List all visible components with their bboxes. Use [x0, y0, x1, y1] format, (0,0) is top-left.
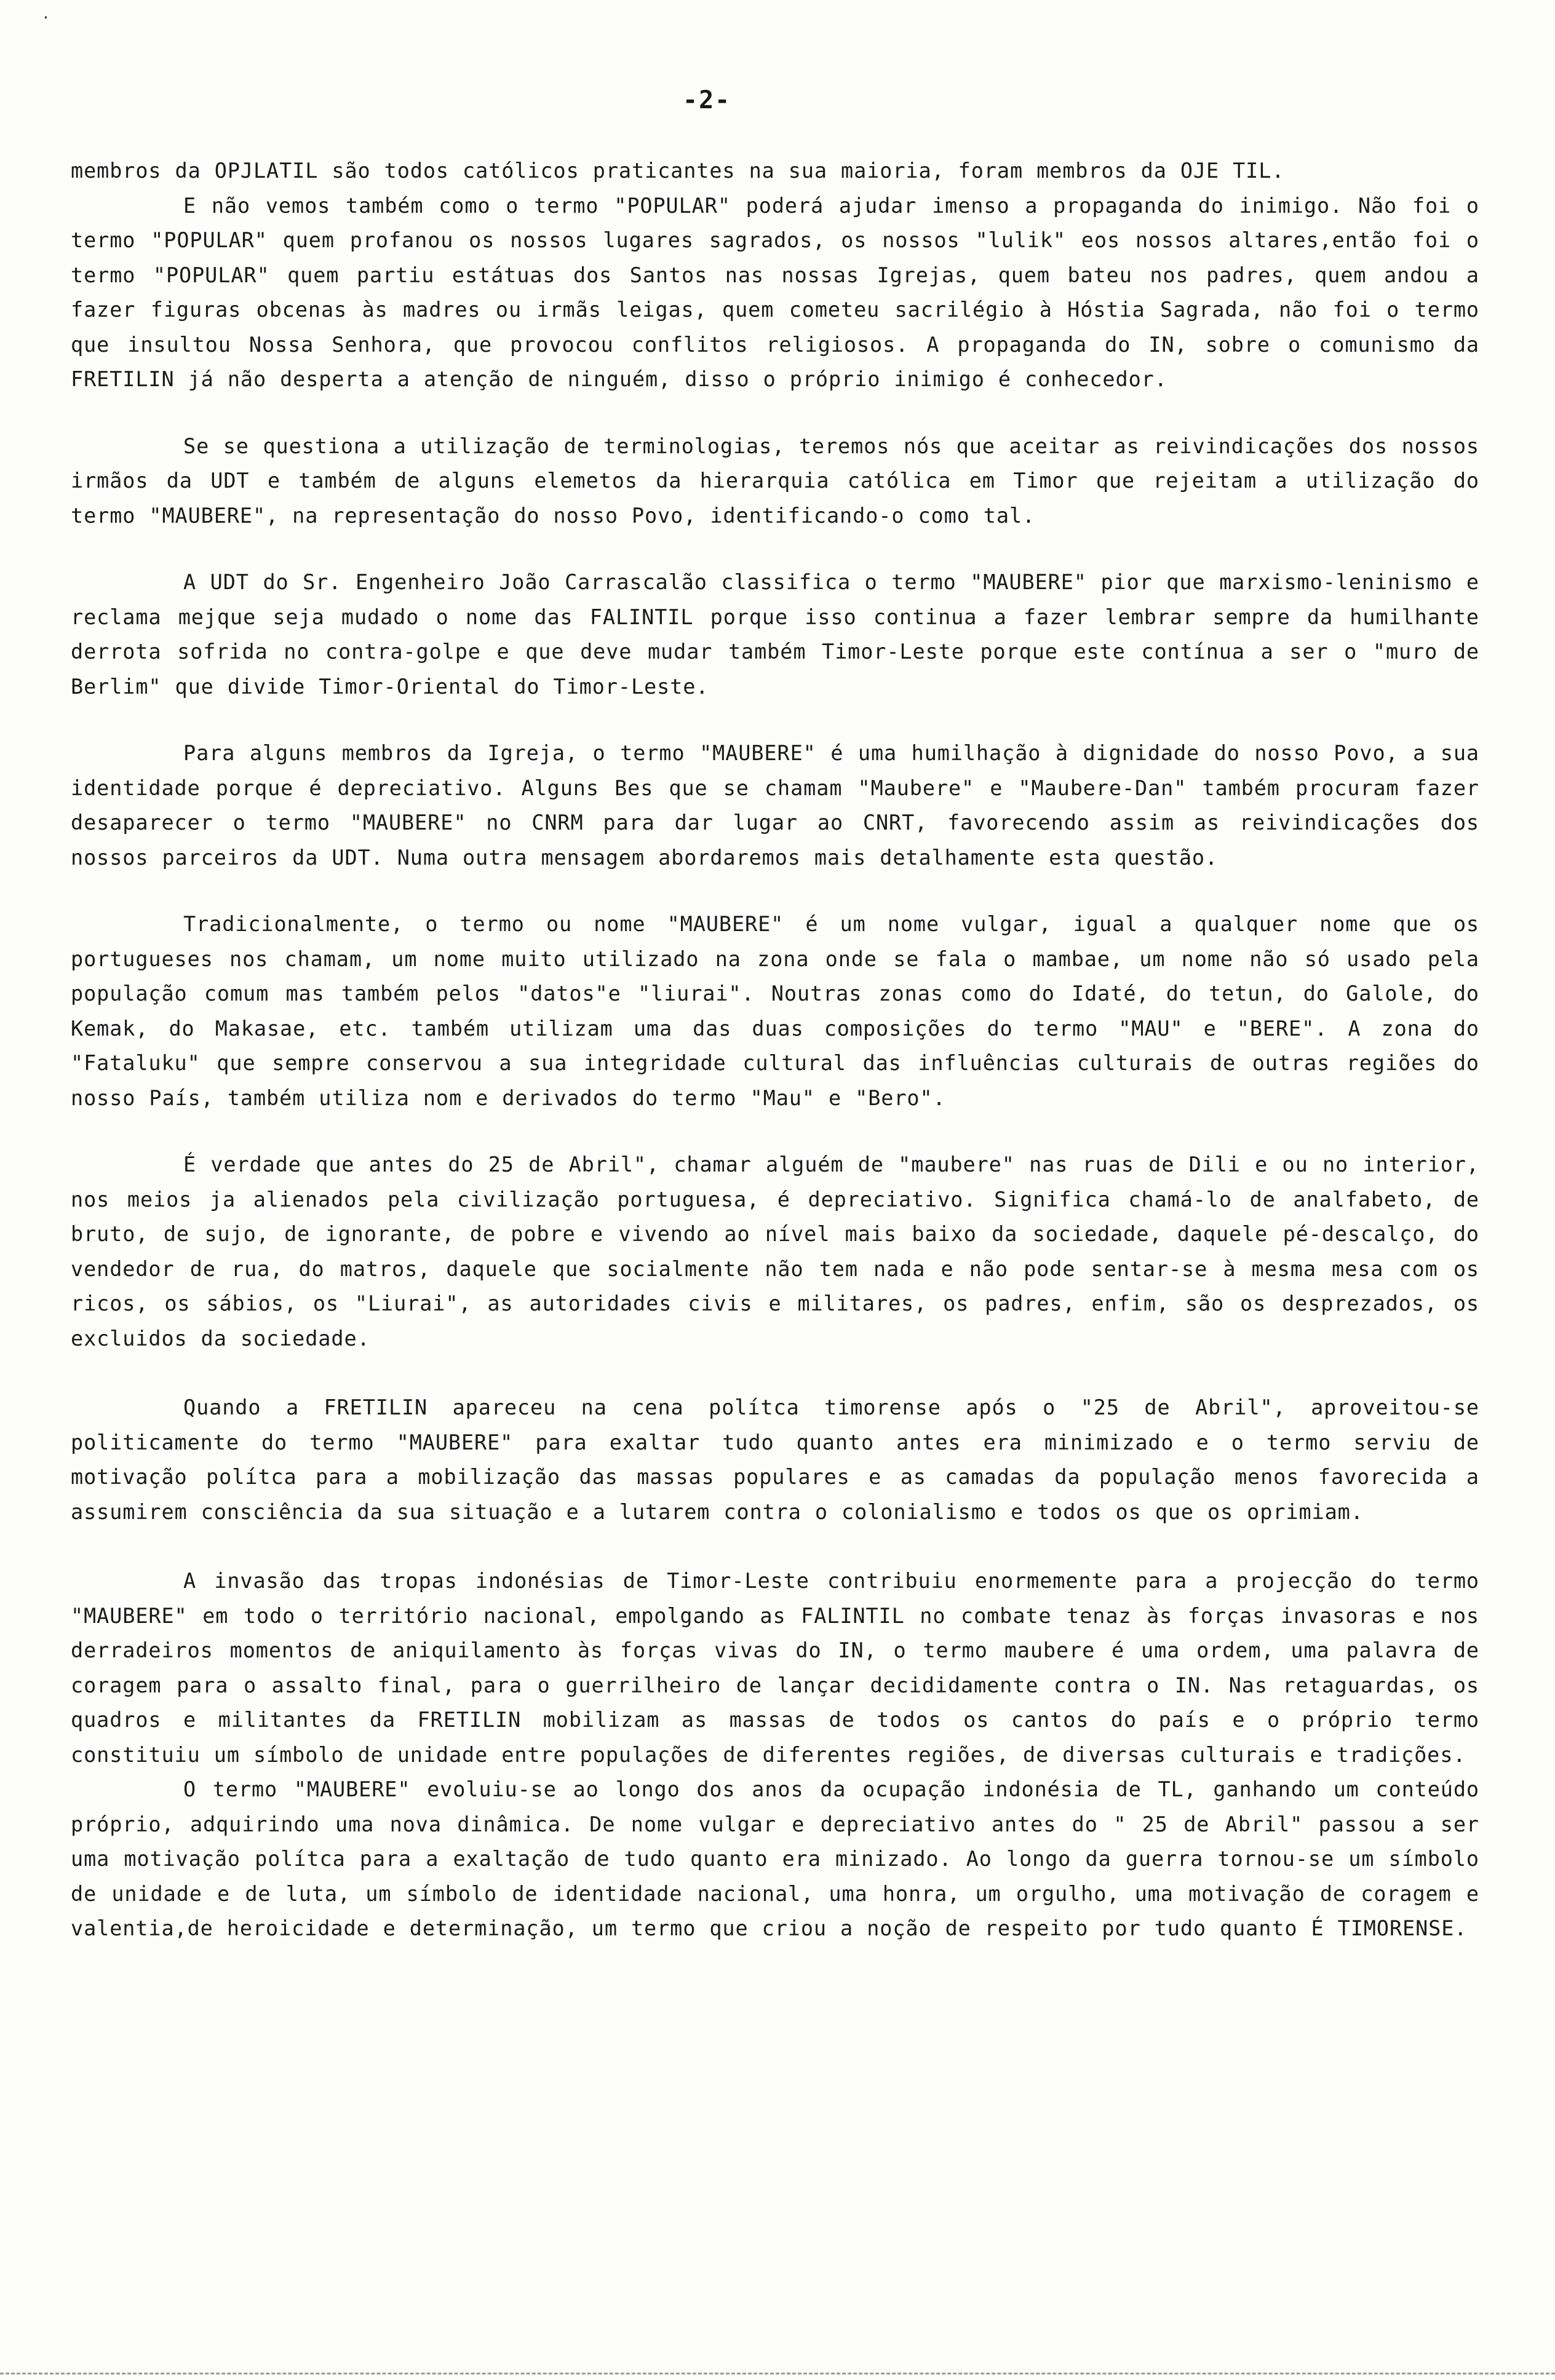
paragraph-popular-term: E não vemos também como o termo "POPULAR" poderá ajudar imenso a propaganda do inimigo. Não foi o termo "POPULAR" quem profanou os nossos lugares sagrados, os nossos "lulik" eos nossos altares,então foi o termo "POPULAR" quem partiu estátuas dos Santos nas nossas Igrejas, quem bateu nos padres, quem andou a fazer figuras obcenas às madres ou irmãs leigas, quem cometeu sacrilégio à Hóstia Sagrada, não foi o termo que insultou Nossa Senhora, que provocou conflitos religiosos. A propaganda do IN, sobre o comunismo da FRETILIN já não desperta a atenção de ninguém, disso o próprio inimigo é conhecedor. [71, 193, 1479, 391]
document-body [71, 154, 1479, 1946]
paragraph-fretilin: Quando a FRETILIN apareceu na cena polítca timorense após o "25 de Abril", aproveitou-se politicamente do termo "MAUBERE" para exaltar tudo quanto antes era minimizado e o termo serviu de motivação polítca para a mobilização das massas populares e as camadas da população menos favorecida a assumirem consciência da sua situação e a lutarem contra o colonialismo e todos os que os oprimiam. [71, 1395, 1479, 1524]
corner-mark: ٠ [41, 6, 51, 26]
paragraph-terminology: Se se questiona a utilização de terminologias, teremos nós que aceitar as reivindicações dos nossos irmãos da UDT e também de alguns elemetos da hierarquia católica em Timor que rejeitam a utilização do termo "MAUBERE", na representação do nosso Povo, identificando-o como tal. [71, 434, 1479, 528]
paragraph-before-april: É verdade que antes do 25 de Abril", chamar alguém de "maubere" nas ruas de Dili e ou no interior, nos meios ja alienados pela civilização portuguesa, é depreciativo. Significa chamá-lo de analfabeto, de bruto, de sujo, de ignorante, de pobre e vivendo ao nível mais baixo da sociedade, daquele pé-descalço, do vendedor de rua, do matros, daquele que socialmente não tem nada e não pode sentar-se à mesma mesa com os ricos, os sábios, os "Liurai", as autoridades civis e militares, os padres, enfim, são os desprezados, os excluidos da sociedade. [71, 1152, 1479, 1351]
paragraph-continuation: membros da OPJLATIL são todos católicos praticantes na sua maioria, foram membros da OJE TIL. [71, 159, 1285, 183]
bottom-scan-edge [0, 2373, 1555, 2374]
paragraph-gap [71, 533, 1479, 565]
paragraph-gap [71, 704, 1479, 736]
paragraph-traditional: Tradicionalmente, o termo ou nome "MAUBERE" é um nome vulgar, igual a qualquer nome que os portugueses nos chamam, um nome muito utilizado na zona onde se fala o mambae, um nome não só usado pela população comum mas também pelos "datos"e "liurai". Noutras zonas como do Idaté, do tetun, do Galole, do Kemak, do Makasae, etc. também utilizam uma das duas composições do termo "MAU" e "BERE". A zona do "Fataluku" que sempre conservou a sua integridade cultural das influências culturais de outras regiões do nosso País, também utiliza nom e derivados do termo "Mau" e "Bero". [71, 912, 1479, 1110]
paragraph-evolution: O termo "MAUBERE" evoluiu-se ao longo dos anos da ocupação indonésia de TL, ganhando um conteúdo próprio, adquirindo uma nova dinâmica. De nome vulgar e depreciativo antes do " 25 de Abril" passou a ser uma motivação polítca para a exaltação de tudo quanto era minizado. Ao longo da guerra tornou-se um símbolo de unidade e de luta, um símbolo de identidade nacional, uma honra, um orgulho, uma motivação de coragem e valentia,de heroicidade e determinação, um termo que criou a noção de respeito por tudo quanto É TIMORENSE. [71, 1777, 1479, 1940]
paragraph-gap [71, 1529, 1479, 1564]
paragraph-udt: A UDT do Sr. Engenheiro João Carrascalão classifica o termo "MAUBERE" pior que marxismo-leninismo e reclama mejque seja mudado o nome das FALINTIL porque isso continua a fazer lembrar sempre da humilhante derrota sofrida no contra-golpe e que deve mudar também Timor-Leste porque este contínua a ser o "muro de Berlim" que divide Timor-Oriental do Timor-Leste. [71, 570, 1479, 699]
paragraph-invasion: A invasão das tropas indonésias de Timor-Leste contribuiu enormemente para a projecção do termo "MAUBERE" em todo o território nacional, empolgando as FALINTIL no combate tenaz às forças invasoras e nos derradeiros momentos de aniquilamento às forças vivas do IN, o termo maubere é uma ordem, uma palavra de coragem para o assalto final, para o guerrilheiro de lançar decididamente contra o IN. Nas retaguardas, os quadros e militantes da FRETILIN mobilizam as massas de todos os cantos do país e o próprio termo constituiu um símbolo de unidade entre populações de diferentes regiões, de diversas culturais e tradições. [71, 1569, 1479, 1767]
page-number: -2- [683, 86, 731, 114]
paragraph-church: Para alguns membros da Igreja, o termo "MAUBERE" é uma humilhação à dignidade do nosso Povo, a sua identidade porque é depreciativo. Alguns Bes que se chamam "Maubere" e "Maubere-Dan" também procuram fazer desaparecer o termo "MAUBERE" no CNRM para dar lugar ao CNRT, favorecendo assim as reivindicações dos nossos parceiros da UDT. Numa outra mensagem abordaremos mais detalhamente esta questão. [71, 741, 1479, 870]
paragraph-gap [71, 1116, 1479, 1148]
paragraph-gap [71, 397, 1479, 429]
paragraph-gap [71, 1356, 1479, 1390]
paragraph-gap [71, 875, 1479, 907]
